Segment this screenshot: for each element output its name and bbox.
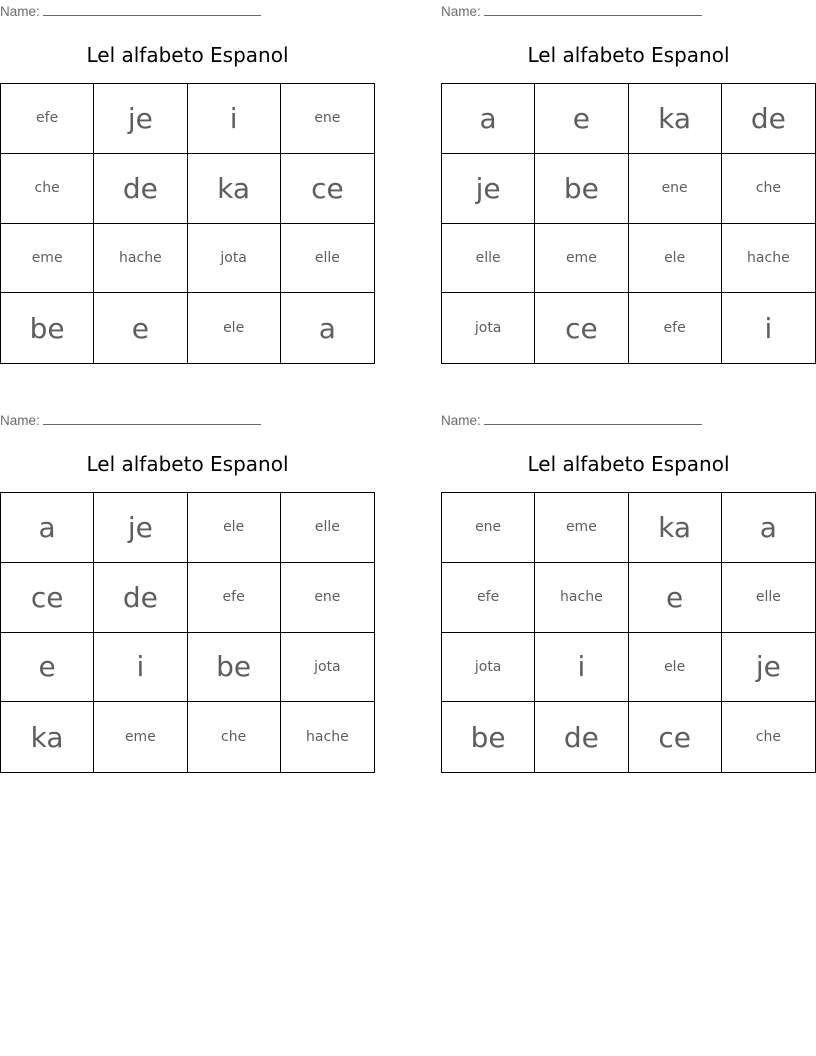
grid-cell: be [1, 293, 94, 363]
grid-cell: hache [306, 729, 349, 746]
card-title: Lel alfabeto Espanol [86, 43, 289, 67]
grid-cell: i [535, 633, 628, 703]
grid-cell: je [442, 154, 535, 224]
grid-cell: ce [281, 154, 374, 224]
grid-cell: ele [629, 224, 722, 294]
grid-cell: hache [722, 224, 815, 294]
grid-cell: be [188, 633, 281, 703]
card-title: Lel alfabeto Espanol [527, 43, 730, 67]
grid-cell: i [188, 84, 281, 154]
grid-cell: a [722, 493, 815, 563]
grid-cell: elle [281, 493, 374, 563]
grid-cell: ene [442, 493, 535, 563]
grid-cell: ele [629, 633, 722, 703]
bingo-grid [0, 492, 375, 773]
grid-cell: je [94, 84, 187, 154]
name-underline[interactable] [484, 3, 702, 16]
grid-cell: eme [94, 702, 187, 772]
grid-cell: i [94, 633, 187, 703]
grid-cell: ele [188, 493, 281, 563]
bingo-grid [441, 492, 816, 773]
grid-cell: che [1, 154, 94, 224]
grid-cell: ene [629, 154, 722, 224]
name-underline[interactable] [43, 3, 261, 16]
grid-cell: ka [629, 84, 722, 154]
grid-cell: a [1, 493, 94, 563]
grid-cell: i [764, 311, 773, 345]
grid-cell: e [629, 563, 722, 633]
grid-cell: de [722, 84, 815, 154]
grid-cell: ce [1, 563, 94, 633]
name-field [0, 3, 261, 19]
grid-cell: ka [188, 154, 281, 224]
grid-cell: che [188, 702, 281, 772]
grid-cell: jota [281, 633, 374, 703]
grid-cell: de [94, 154, 187, 224]
grid-cell: elle [442, 224, 535, 294]
name-field [441, 3, 702, 19]
grid-cell: be [535, 154, 628, 224]
card-title: Lel alfabeto Espanol [86, 452, 289, 476]
name-label: Name: [441, 413, 481, 428]
grid-cell: hache [535, 563, 628, 633]
name-label: Name: [441, 4, 481, 19]
grid-cell: ce [629, 702, 722, 772]
grid-cell: jota [442, 293, 535, 363]
grid-cell: eme [535, 493, 628, 563]
grid-cell: ka [629, 493, 722, 563]
grid-cell: elle [281, 224, 374, 294]
grid-cell: eme [535, 224, 628, 294]
grid-cell: efe [442, 563, 535, 633]
grid-cell: hache [94, 224, 187, 294]
bingo-grid [441, 83, 816, 364]
grid-cell: ene [281, 563, 374, 633]
grid-cell: a [318, 311, 336, 345]
grid-cell: e [535, 84, 628, 154]
name-field [0, 412, 261, 428]
grid-cell: ele [188, 293, 281, 363]
name-label: Name: [0, 4, 40, 19]
grid-cell: de [535, 702, 628, 772]
card-title: Lel alfabeto Espanol [527, 452, 730, 476]
grid-cell: efe [629, 293, 722, 363]
grid-cell: ene [281, 84, 374, 154]
grid-cell: elle [722, 563, 815, 633]
grid-cell: e [1, 633, 94, 703]
grid-cell: de [94, 563, 187, 633]
grid-cell: efe [188, 563, 281, 633]
grid-cell: be [442, 702, 535, 772]
bingo-grid [0, 83, 375, 364]
name-underline[interactable] [484, 412, 702, 425]
name-field [441, 412, 702, 428]
name-label: Name: [0, 413, 40, 428]
grid-cell: je [722, 633, 815, 703]
grid-cell: je [94, 493, 187, 563]
grid-cell: jota [442, 633, 535, 703]
name-underline[interactable] [43, 412, 261, 425]
grid-cell: che [722, 154, 815, 224]
grid-cell: eme [1, 224, 94, 294]
grid-cell: a [442, 84, 535, 154]
grid-cell: e [94, 293, 187, 363]
grid-cell: jota [188, 224, 281, 294]
grid-cell: efe [1, 84, 94, 154]
grid-cell: ce [535, 293, 628, 363]
grid-cell: ka [1, 702, 94, 772]
grid-cell: che [755, 729, 781, 746]
